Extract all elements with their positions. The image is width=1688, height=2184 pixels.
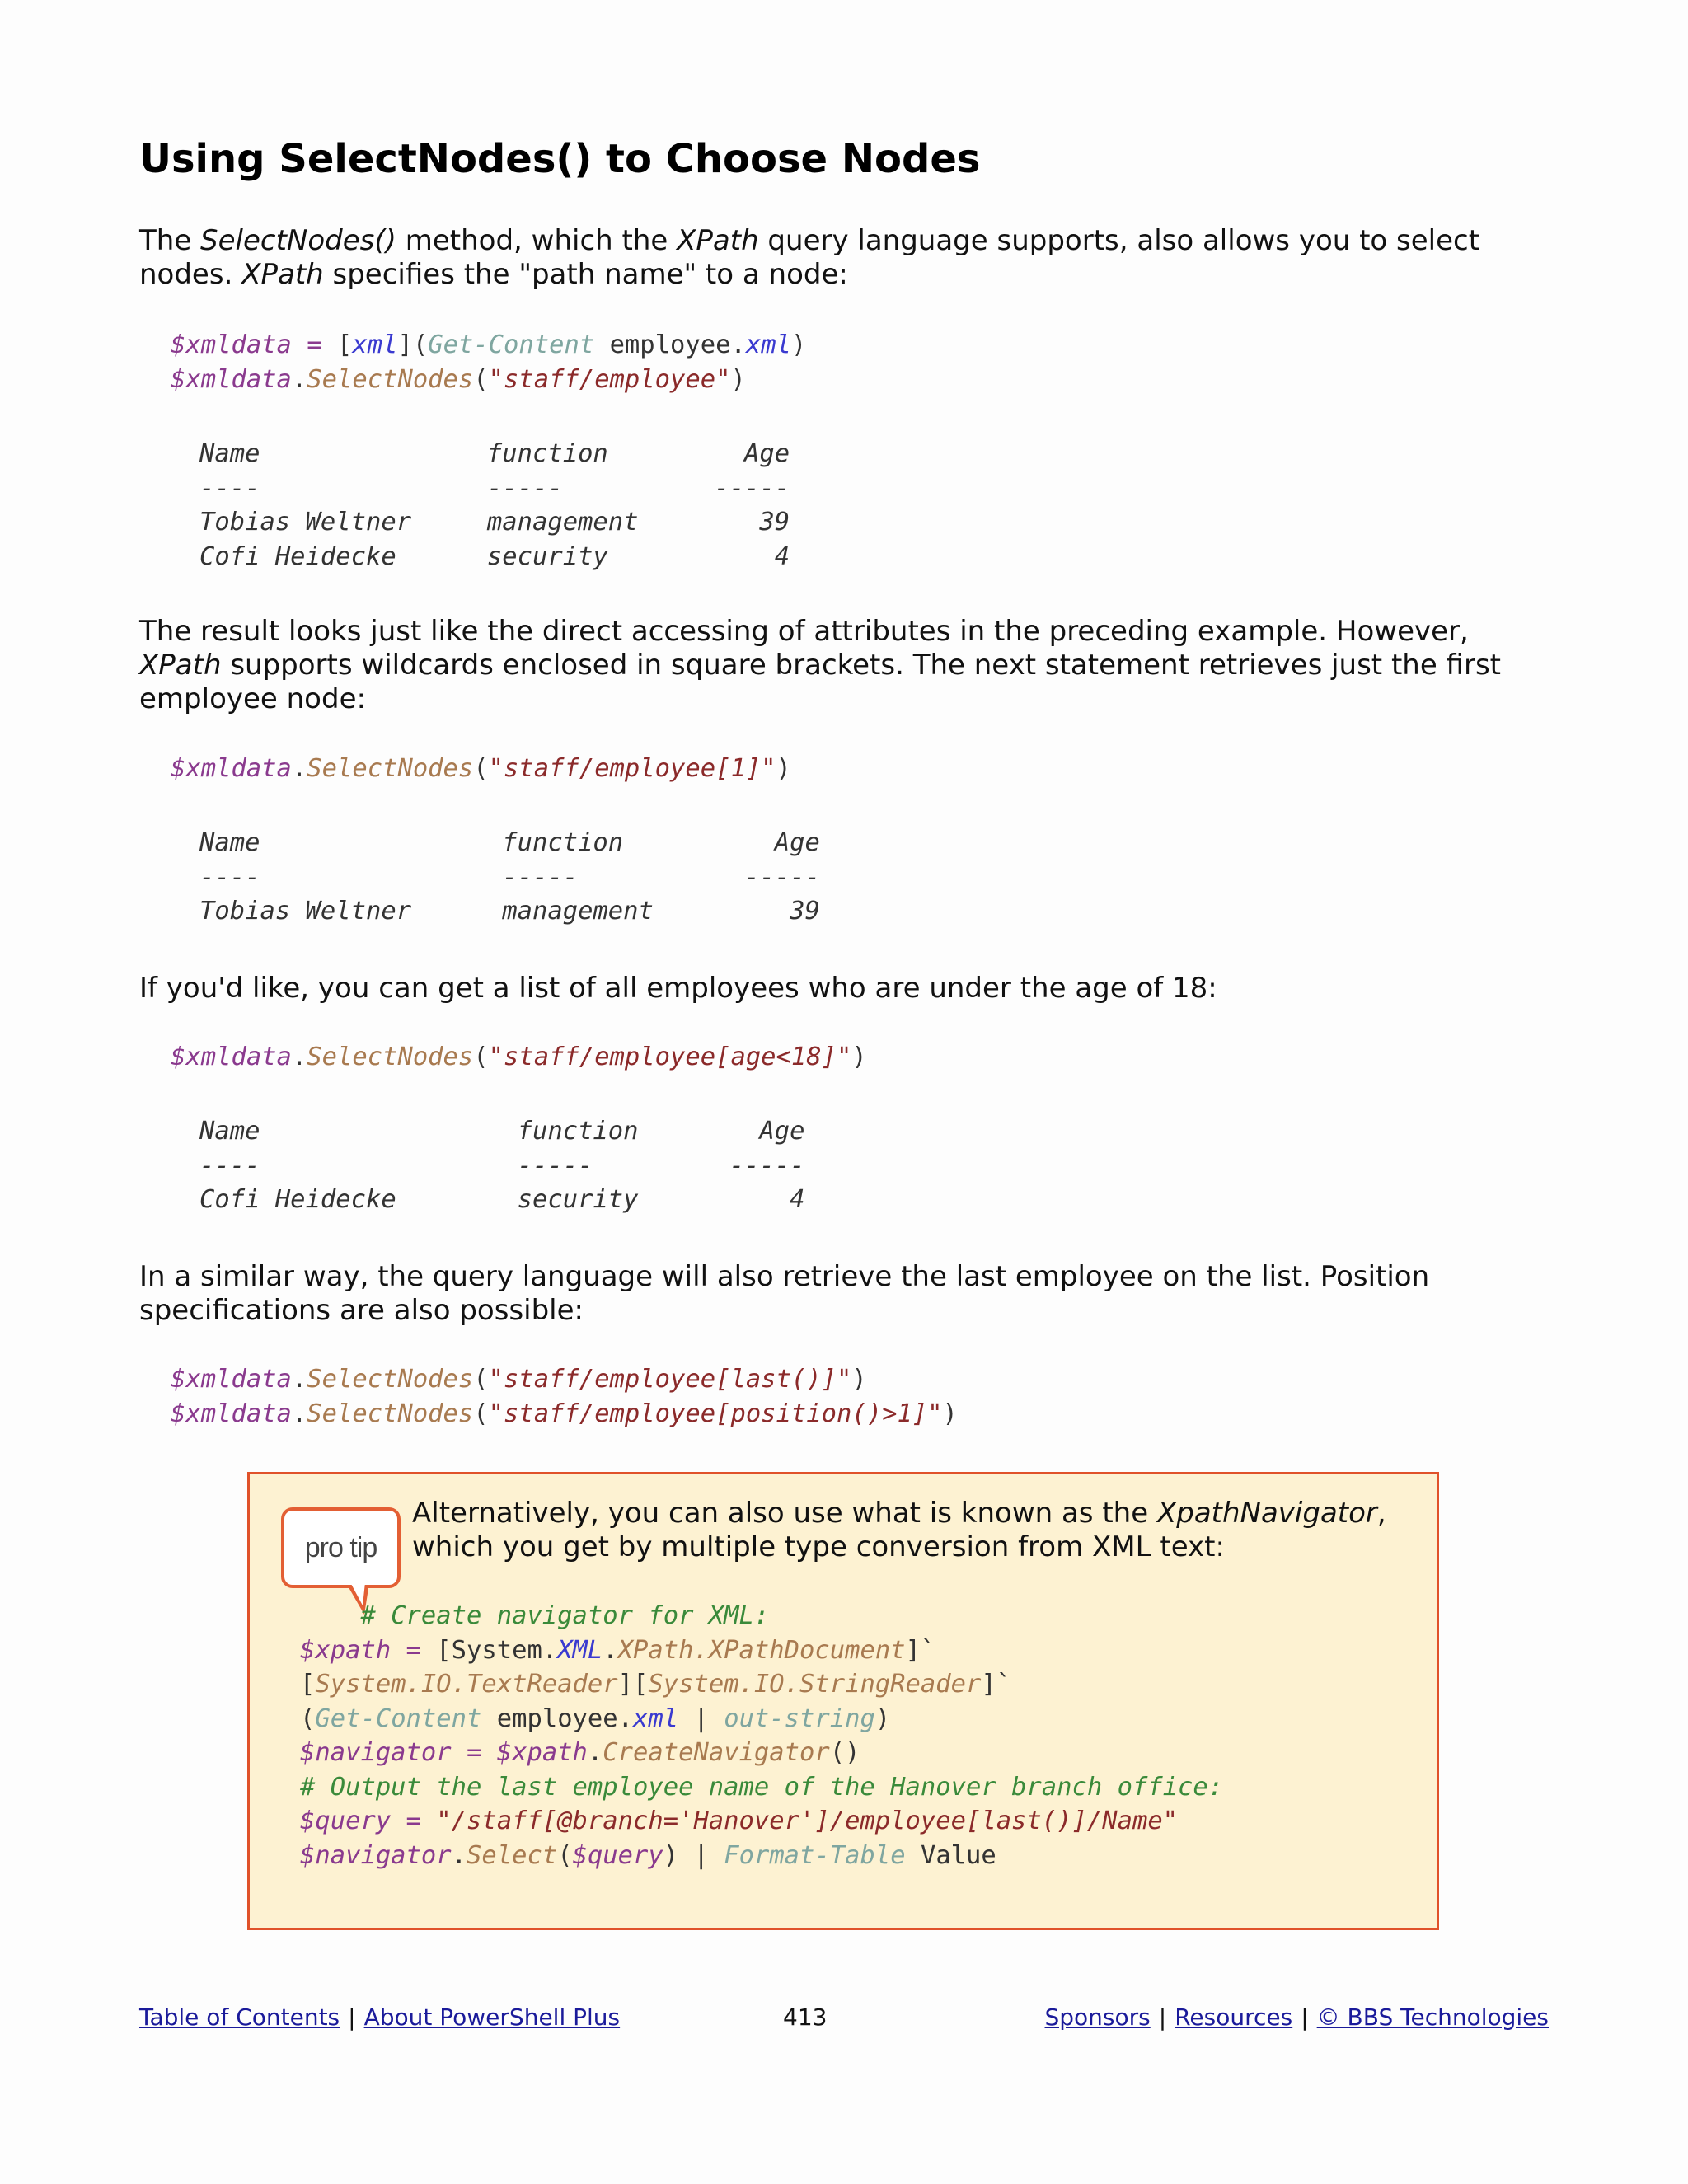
code-token: $query bbox=[300, 1807, 392, 1835]
code-token: ) bbox=[663, 1840, 679, 1870]
code-token: employee. bbox=[594, 330, 746, 359]
code-token: "staff/employee[1]" bbox=[488, 754, 776, 783]
code-token: SelectNodes bbox=[307, 1399, 474, 1428]
intro-text-3: query language supports, also allows you to select nodes. bbox=[139, 224, 1480, 291]
code-token: $xmldata bbox=[171, 1043, 292, 1071]
footer-separator: | bbox=[348, 2004, 356, 2031]
code-token: Select bbox=[467, 1840, 558, 1870]
code-token: . bbox=[291, 364, 307, 394]
code-token: $query bbox=[572, 1840, 663, 1870]
code-token: SelectNodes bbox=[307, 1365, 474, 1394]
code-token: . bbox=[587, 1738, 603, 1767]
footer-separator: | bbox=[1158, 2004, 1167, 2031]
paragraph-3: If you'd like, you can get a list of all employees who are under the age of 18: bbox=[139, 972, 1217, 1005]
table-of-contents-link[interactable]: Table of Contents bbox=[139, 2004, 340, 2031]
code-token: | bbox=[678, 1840, 724, 1870]
tip-text-1: Alternatively, you can also use what is known as the bbox=[412, 1497, 1157, 1530]
output-table-3 bbox=[199, 1114, 805, 1217]
pro-tip-badge-icon bbox=[281, 1507, 401, 1588]
code-token: "staff/employee[last()]" bbox=[488, 1365, 852, 1394]
output-table-2 bbox=[199, 826, 820, 929]
code-token: . bbox=[291, 754, 307, 783]
code-token: "staff/employee[age<18]" bbox=[488, 1043, 852, 1071]
intro-emphasis-1: SelectNodes() bbox=[200, 224, 396, 257]
about-powershell-plus-link[interactable]: About PowerShell Plus bbox=[363, 2004, 621, 2031]
code-token: = bbox=[391, 1635, 437, 1665]
code-token: $navigator bbox=[300, 1840, 452, 1870]
code-token: [ bbox=[337, 330, 353, 359]
code-token: . bbox=[291, 1365, 307, 1394]
code-token: $xmldata bbox=[171, 330, 292, 359]
code-token: ) bbox=[790, 330, 807, 359]
intro-emphasis-3: XPath bbox=[241, 258, 324, 291]
code-token: ( bbox=[473, 1043, 489, 1071]
code-token: = bbox=[451, 1738, 497, 1767]
para2-text-1: The result looks just like the direct accessing of attributes in the preceding example. However, bbox=[139, 615, 1469, 648]
code-comment: # Create navigator for XML: bbox=[300, 1601, 770, 1630]
code-token: Value bbox=[905, 1840, 996, 1870]
output-header: Name function Age bbox=[199, 439, 790, 468]
para2-emphasis: XPath bbox=[139, 649, 222, 682]
code-token: $navigator bbox=[300, 1738, 452, 1767]
code-token: SelectNodes bbox=[307, 364, 474, 394]
code-token: ( bbox=[473, 1399, 489, 1428]
output-rule: ---- ----- ----- bbox=[199, 1151, 805, 1180]
pro-tip-badge-label: pro tip bbox=[304, 1531, 377, 1563]
sponsors-link[interactable]: Sponsors bbox=[1044, 2004, 1151, 2031]
code-token: . bbox=[603, 1635, 618, 1665]
bbs-technologies-link[interactable]: © BBS Technologies bbox=[1316, 2004, 1549, 2031]
code-token: = bbox=[391, 1807, 437, 1835]
code-token: Format-Table bbox=[724, 1840, 906, 1870]
code-token: ( bbox=[473, 754, 489, 783]
code-token: ) bbox=[776, 754, 791, 783]
code-token: $xmldata bbox=[171, 754, 292, 783]
code-token: "/staff[@branch='Hanover']/employee[last()]/Name" bbox=[436, 1807, 1179, 1835]
code-token: ]` bbox=[981, 1670, 1012, 1699]
code-token: [System. bbox=[436, 1635, 558, 1665]
code-token: $xpath bbox=[496, 1738, 588, 1767]
paragraph-4: In a similar way, the query language will also retrieve the last employee on the list. Position specifications are also possible: bbox=[139, 1260, 1430, 1327]
tip-text-2: , which you get by multiple type conversion from XML text: bbox=[412, 1497, 1386, 1563]
code-comment: # Output the last employee name of the Hanover branch office: bbox=[300, 1772, 1224, 1802]
code-token: SelectNodes bbox=[307, 1043, 474, 1071]
code-token: "staff/employee[position()>1]" bbox=[488, 1399, 943, 1428]
code-token: out-string bbox=[724, 1704, 875, 1733]
paragraph-2 bbox=[139, 615, 1557, 716]
code-token: . bbox=[451, 1840, 467, 1870]
code-token: $xpath bbox=[300, 1635, 392, 1665]
code-token: XPath.XPathDocument bbox=[617, 1635, 906, 1665]
para2-text-2: supports wildcards enclosed in square brackets. The next statement retrieves just the first employee node: bbox=[139, 649, 1501, 715]
intro-text-2: method, which the bbox=[396, 224, 678, 257]
output-header: Name function Age bbox=[199, 1117, 805, 1146]
tip-emphasis: XpathNavigator bbox=[1156, 1497, 1377, 1530]
page-number: 413 bbox=[783, 2004, 828, 2031]
resources-link[interactable]: Resources bbox=[1175, 2004, 1293, 2031]
code-token: ) bbox=[851, 1043, 867, 1071]
code-token: ]( bbox=[397, 330, 429, 359]
code-token: Get-Content bbox=[428, 330, 595, 359]
output-row: Cofi Heidecke security 4 bbox=[199, 541, 790, 571]
code-token: xml bbox=[745, 330, 791, 359]
code-token: SelectNodes bbox=[307, 754, 474, 783]
code-token: xml bbox=[352, 330, 398, 359]
code-token: ( bbox=[557, 1840, 573, 1870]
code-block-2 bbox=[171, 752, 791, 786]
pro-tip-code bbox=[300, 1599, 1223, 1872]
code-token: $xmldata bbox=[171, 364, 292, 394]
code-token: ][ bbox=[617, 1670, 649, 1699]
footer-left bbox=[139, 2003, 620, 2032]
pro-tip-text bbox=[412, 1497, 1418, 1564]
code-token: ) bbox=[874, 1704, 891, 1733]
footer-separator: | bbox=[1301, 2004, 1309, 2031]
code-token: CreateNavigator bbox=[603, 1738, 830, 1767]
code-token: ( bbox=[473, 1365, 489, 1394]
code-token: = bbox=[291, 330, 337, 359]
output-rule: ---- ----- ----- bbox=[199, 862, 820, 892]
output-table-1 bbox=[199, 437, 790, 574]
code-token: XML bbox=[557, 1635, 603, 1665]
code-token: "staff/employee" bbox=[488, 364, 731, 394]
code-token: System.IO.StringReader bbox=[648, 1670, 982, 1699]
intro-text-4: specifies the "path name" to a node: bbox=[323, 258, 848, 291]
code-token: System.IO.TextReader bbox=[315, 1670, 618, 1699]
output-rule: ---- ----- ----- bbox=[199, 473, 790, 503]
code-token: ) bbox=[730, 364, 746, 394]
code-token: . bbox=[291, 1399, 307, 1428]
code-token: | bbox=[678, 1704, 724, 1733]
code-token: xml bbox=[633, 1704, 679, 1733]
code-token: ]` bbox=[905, 1635, 936, 1665]
code-token: () bbox=[829, 1738, 860, 1767]
code-token: . bbox=[291, 1043, 307, 1071]
footer-right bbox=[1045, 2003, 1550, 2032]
code-block-4 bbox=[171, 1362, 958, 1431]
page-title: Using SelectNodes() to Choose Nodes bbox=[139, 136, 981, 182]
code-token: Get-Content bbox=[315, 1704, 482, 1733]
code-block-1 bbox=[171, 328, 806, 396]
code-token: [ bbox=[300, 1670, 316, 1699]
code-token: ( bbox=[300, 1704, 316, 1733]
intro-emphasis-2: XPath bbox=[677, 224, 759, 257]
output-header: Name function Age bbox=[199, 828, 820, 857]
code-token: employee. bbox=[481, 1704, 634, 1733]
output-row: Tobias Weltner management 39 bbox=[199, 897, 820, 926]
intro-paragraph bbox=[139, 224, 1557, 292]
output-row: Cofi Heidecke security 4 bbox=[199, 1185, 805, 1214]
code-token: $xmldata bbox=[171, 1365, 292, 1394]
code-token: ) bbox=[942, 1399, 958, 1428]
code-block-3 bbox=[171, 1040, 867, 1075]
code-token: $xmldata bbox=[171, 1399, 292, 1428]
code-token: ( bbox=[473, 364, 489, 394]
code-token: ) bbox=[851, 1365, 867, 1394]
intro-text-1: The bbox=[139, 224, 201, 257]
output-row: Tobias Weltner management 39 bbox=[199, 508, 790, 537]
